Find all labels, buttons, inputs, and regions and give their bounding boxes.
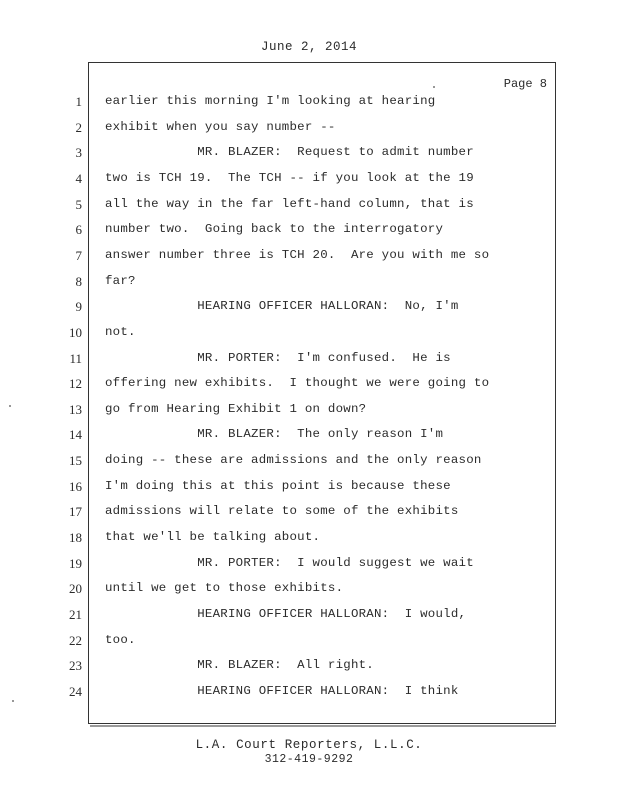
transcript-line — [0, 274, 618, 300]
line-text: admissions will relate to some of the exhibits — [105, 504, 459, 519]
line-number: 17 — [69, 504, 82, 520]
line-text: I'm doing this at this point is because these — [105, 478, 451, 493]
footer-company: L.A. Court Reporters, L.L.C. — [195, 738, 423, 752]
line-text: answer number three is TCH 20. Are you with me so — [105, 247, 490, 262]
line-number: 3 — [75, 145, 82, 161]
line-number: 24 — [69, 683, 82, 699]
line-text: HEARING OFFICER HALLORAN: I think — [105, 683, 459, 698]
page-number: Page 8 — [503, 77, 547, 91]
transcript-line — [0, 299, 618, 325]
line-number: 10 — [69, 324, 82, 340]
transcript-line — [0, 658, 618, 684]
scan-speck — [12, 700, 14, 702]
transcript-line — [0, 530, 618, 556]
transcript-line — [0, 504, 618, 530]
line-text: not. — [105, 324, 136, 339]
transcript-line — [0, 197, 618, 223]
line-text: go from Hearing Exhibit 1 on down? — [105, 401, 367, 416]
line-number: 22 — [69, 632, 82, 648]
line-number: 13 — [69, 401, 82, 417]
transcript-line — [0, 376, 618, 402]
line-text: all the way in the far left-hand column, that is — [105, 196, 474, 211]
line-text: MR. BLAZER: All right. — [105, 658, 374, 673]
line-number: 7 — [75, 247, 82, 263]
line-number: 2 — [75, 119, 82, 135]
transcript-line — [0, 479, 618, 505]
transcript-line — [0, 120, 618, 146]
line-number: 11 — [69, 350, 82, 366]
transcript-line — [0, 427, 618, 453]
line-number: 19 — [69, 555, 82, 571]
line-text: MR. BLAZER: The only reason I'm — [105, 427, 444, 442]
line-text: number two. Going back to the interrogatory — [105, 222, 444, 237]
line-number: 8 — [75, 273, 82, 289]
line-number: 18 — [69, 530, 82, 546]
line-text: until we get to those exhibits. — [105, 581, 344, 596]
frame-shadow — [90, 725, 556, 727]
line-number: 4 — [75, 170, 82, 186]
line-text: HEARING OFFICER HALLORAN: No, I'm — [105, 299, 459, 314]
line-text: MR. PORTER: I would suggest we wait — [105, 555, 474, 570]
line-number: 12 — [69, 376, 82, 392]
line-text: MR. PORTER: I'm confused. He is — [105, 350, 451, 365]
scan-speck — [433, 86, 435, 88]
transcript-line — [0, 607, 618, 633]
transcript-line — [0, 684, 618, 710]
transcript-line — [0, 402, 618, 428]
line-text: too. — [105, 632, 136, 647]
line-number: 9 — [75, 299, 82, 315]
line-text: earlier this morning I'm looking at hearing — [105, 94, 436, 108]
transcript-line — [0, 94, 618, 120]
line-number: 23 — [69, 658, 82, 674]
line-text: doing -- these are admissions and the only reason — [105, 453, 482, 468]
scan-speck — [9, 405, 11, 407]
line-number: 15 — [69, 453, 82, 469]
line-text: MR. BLAZER: Request to admit number — [105, 145, 474, 160]
line-text: HEARING OFFICER HALLORAN: I would, — [105, 607, 467, 621]
line-number: 16 — [69, 478, 82, 494]
line-text: that we'll be talking about. — [105, 530, 321, 545]
line-number: 1 — [75, 94, 82, 109]
line-number: 5 — [75, 196, 82, 212]
line-number: 14 — [69, 427, 82, 443]
line-text: offering new exhibits. I thought we were going to — [105, 376, 490, 391]
line-number: 20 — [69, 581, 82, 597]
transcript-line — [0, 633, 618, 659]
line-text: exhibit when you say number -- — [105, 119, 336, 134]
transcript-line — [0, 222, 618, 248]
transcript-line — [0, 145, 618, 171]
transcript-line — [0, 351, 618, 377]
transcript-line — [0, 171, 618, 197]
footer-phone: 312-419-9292 — [264, 753, 354, 766]
transcript-line — [0, 453, 618, 479]
line-text: far? — [105, 273, 136, 288]
line-text: two is TCH 19. The TCH -- if you look at the 19 — [105, 170, 474, 185]
transcript-line — [0, 556, 618, 582]
transcript-line — [0, 325, 618, 351]
line-number: 6 — [75, 222, 82, 238]
line-number: 21 — [69, 607, 82, 622]
transcript-line — [0, 248, 618, 274]
header-date: June 2, 2014 — [260, 40, 357, 54]
transcript-line — [0, 581, 618, 607]
